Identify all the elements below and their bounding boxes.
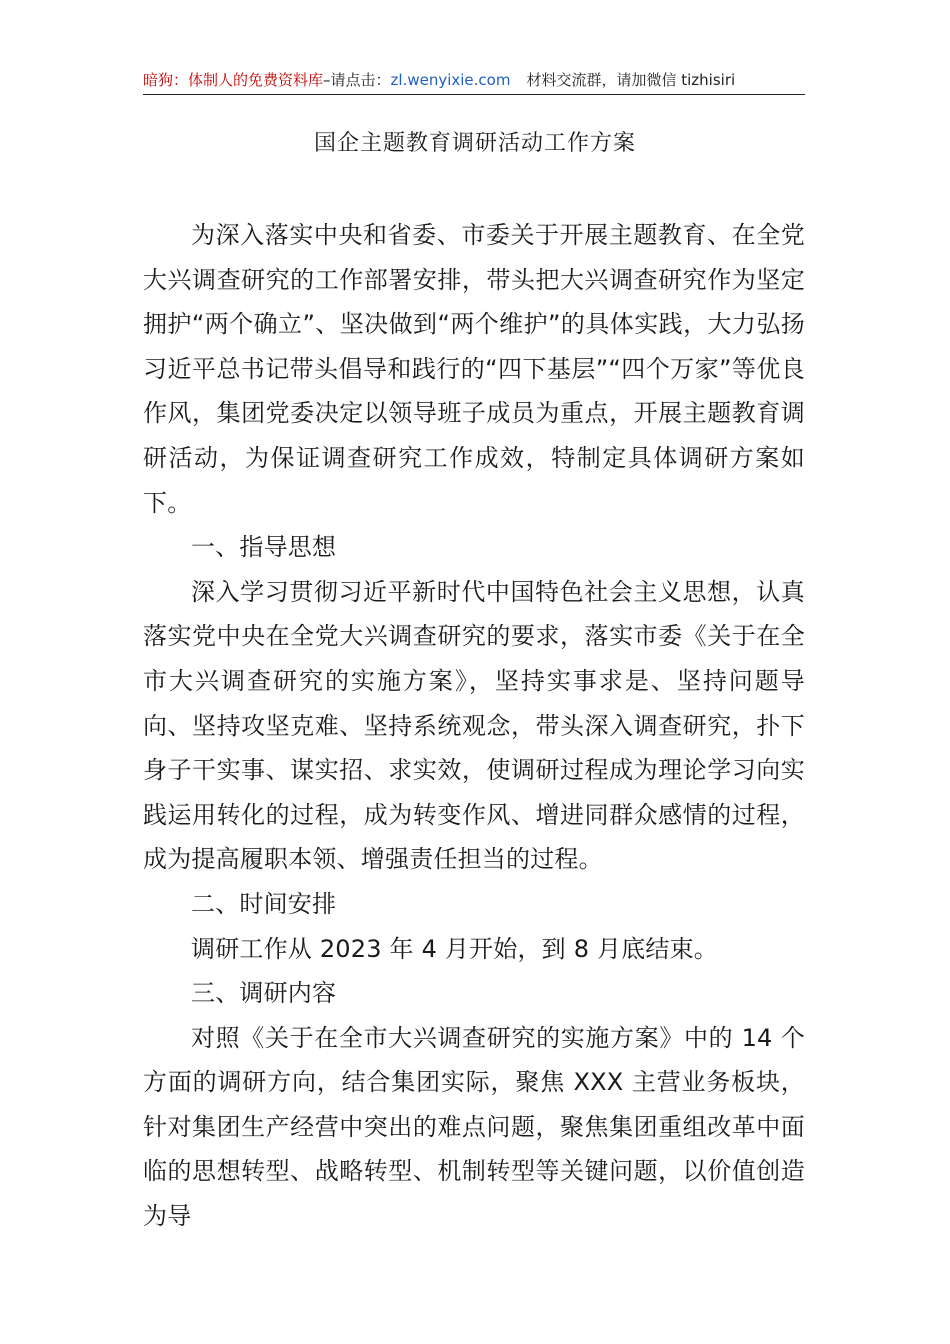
header-wechat-note: 材料交流群，请加微信 tizhisiri [526,71,736,89]
section-heading-schedule: 二、时间安排 [191,889,337,918]
header-link[interactable]: zl.wenyixie.com [390,71,511,89]
guiding-thought-paragraph: 深入学习贯彻习近平新时代中国特色社会主义思想，认真落实党中央在全党大兴调查研究的要求，落实市委《关于在全市大兴调查研究的实施方案》，坚持实事求是、坚持问题导向、坚持攻坚克难、坚持系统观念，带头深入调查研究，扑下身子干实事、谋实招、求实效，使调研过程成为理论学习向实践运用转化的过程，成为转变作风、增进同群众感情的过程，成为提高履职本领、增强责任担当的过程。 [143,577,805,874]
document-title: 国企主题教育调研活动工作方案 [313,131,636,156]
schedule-paragraph: 调研工作从 2023 年 4 月开始，到 8 月底结束。 [191,934,718,963]
page-header [143,68,805,95]
header-brand: 暗狗：体制人的免费资料库 [143,71,324,89]
section-heading-content: 三、调研内容 [191,979,337,1008]
document-body [143,213,805,1239]
header-separator: –请点击： [323,71,391,89]
section-heading-guiding-thought: 一、指导思想 [191,533,337,562]
intro-paragraph: 为深入落实中央和省委、市委关于开展主题教育、在全党大兴调查研究的工作部署安排，带头把大兴调查研究作为坚定拥护“两个确立”、坚决做到“两个维护”的具体实践，大力弘扬习近平总书记带头倡导和践行的“四下基层”“四个万家”等优良作风，集团党委决定以领导班子成员为重点，开展主题教育调研活动，为保证调查研究工作成效，特制定具体调研方案如下。 [143,221,805,517]
content-paragraph: 对照《关于在全市大兴调查研究的实施方案》中的 14 个方面的调研方向，结合集团实际，聚焦 XXX 主营业务板块，针对集团生产经营中突出的难点问题，聚焦集团重组改革中面临的思想转型、战略转型、机制转型等关键问题，以价值创造为导 [143,1023,805,1231]
